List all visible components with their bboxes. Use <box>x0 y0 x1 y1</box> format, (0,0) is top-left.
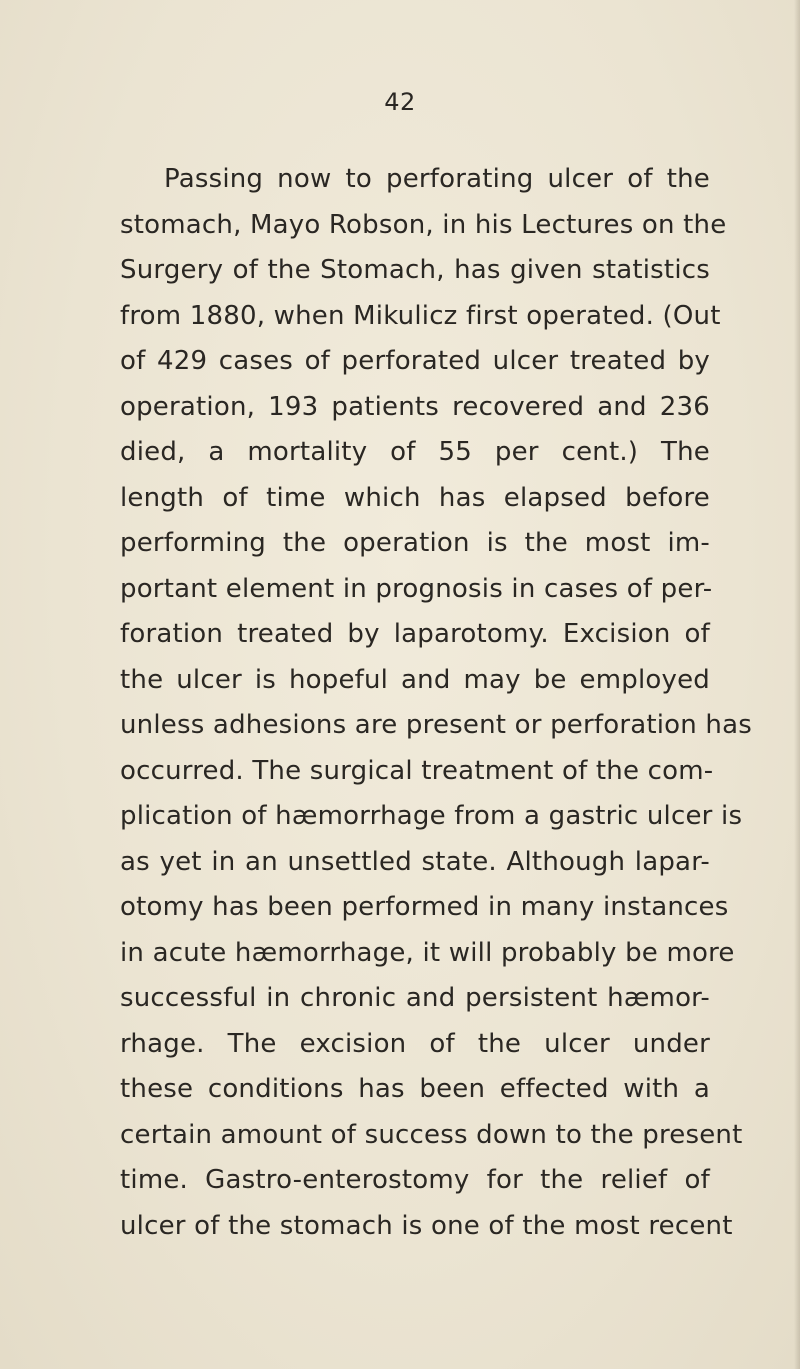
text-line: ulcer of the stomach is one of the most recent <box>120 1210 733 1241</box>
text-line: certain amount of success down to the present <box>120 1119 743 1150</box>
text-line: successful in chronic and persistent hæmor- <box>120 983 710 1013</box>
page-edge-shadow <box>794 0 800 1369</box>
text-line: performing the operation is the most im- <box>120 528 710 558</box>
text-line: Surgery of the Stomach, has given statistics <box>120 255 710 285</box>
text-line: these conditions has been effected with a <box>120 1074 710 1104</box>
text-line: from 1880, when Mikulicz first operated. (Out <box>120 300 721 331</box>
text-line: as yet in an unsettled state. Although lapar- <box>120 846 710 877</box>
text-line: rhage. The excision of the ulcer under <box>120 1028 710 1059</box>
text-line: the ulcer is hopeful and may be employed <box>120 664 710 695</box>
text-line: foration treated by laparotomy. Excision of <box>120 619 710 649</box>
text-line: occurred. The surgical treatment of the com- <box>120 755 714 786</box>
text-line: plication of hæmorrhage from a gastric ulcer is <box>120 801 743 831</box>
text-line: operation, 193 patients recovered and 236 <box>120 391 710 422</box>
text-line: stomach, Mayo Robson, in his Lectures on the <box>120 209 727 240</box>
text-line: unless adhesions are present or perforation has <box>120 710 752 740</box>
text-line: otomy has been performed in many instances <box>120 892 729 922</box>
text-line: time. Gastro-enterostomy for the relief of <box>120 1165 710 1195</box>
text-line: of 429 cases of perforated ulcer treated by <box>120 346 710 376</box>
page-number: 42 <box>384 88 416 116</box>
text-line: died, a mortality of 55 per cent.) The <box>120 437 710 467</box>
body-text <box>120 157 752 1249</box>
text-line: portant element in prognosis in cases of per- <box>120 573 713 604</box>
text-line: length of time which has elapsed before <box>120 482 710 513</box>
text-line: in acute hæmorrhage, it will probably be more <box>120 937 735 968</box>
text-line: Passing now to perforating ulcer of the <box>164 164 710 194</box>
